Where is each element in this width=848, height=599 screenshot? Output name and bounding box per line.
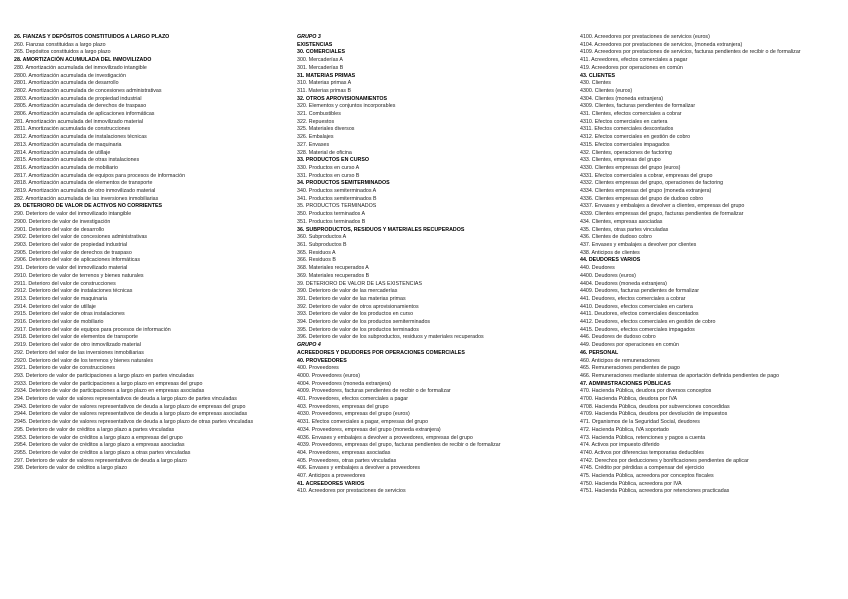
account-entry: 4745. Crédito por pérdidas a compensar del ejercicio [580, 465, 705, 472]
section-heading: 40. PROVEEDORES [297, 357, 347, 364]
account-entry: 4034. Proveedores, empresas del grupo (moneda extranjera) [297, 426, 441, 433]
account-entry: 395. Deterioro de valor de los productos terminados [297, 326, 419, 333]
account-entry: 298. Deterioro de valor de créditos a largo plazo [14, 465, 128, 472]
account-entry: 281. Amortización acumulada del inmovilizado material [14, 118, 143, 125]
account-entry: 35. PRODUCTOS TERMINADOS [297, 203, 377, 210]
section-heading: EXISTENCIAS [297, 41, 333, 48]
account-entry: 474. Activos por impuesto diferido [580, 442, 660, 449]
account-entry: 4330. Clientes empresas del grupo (euros) [580, 164, 681, 171]
section-heading: 47. ADMINISTRACIONES PÚBLICAS [580, 380, 671, 387]
account-entry: 433. Clientes, empresas del grupo [580, 157, 661, 164]
account-entry: 4310. Efectos comerciales en cartera [580, 118, 668, 125]
account-entry: 4000. Proveedores (euros) [297, 372, 361, 379]
account-entry: 434. Clientes, empresas asociadas [580, 218, 663, 225]
account-entry: 475. Hacienda Pública, acreedora por conceptos fiscales [580, 473, 714, 480]
account-entry: 406. Envases y embalajes a devolver a proveedores [297, 465, 421, 472]
account-entry: 2801. Amortización acumulada de desarrollo [14, 80, 119, 87]
account-entry: 2953. Deterioro de valor de créditos a largo plazo a empresas del grupo [14, 434, 183, 441]
account-entry: 471. Organismos de la Seguridad Social, deudores [580, 419, 700, 426]
account-entry: 411. Acreedores, efectos comerciales a pagar [580, 57, 688, 64]
account-entry: 2910. Deterioro de valor de terrenos y bienes naturales [14, 272, 144, 279]
account-entry: 327. Envases [297, 141, 330, 148]
account-entry: 393. Deterioro de valor de los productos en curso [297, 311, 414, 318]
account-entry: 466. Remuneraciones mediante sistemas de aportación definida pendientes de pago [580, 372, 780, 379]
account-entry: 472. Hacienda Pública, IVA soportado [580, 426, 669, 433]
account-entry: 310. Materias primas A [297, 80, 352, 87]
account-entry: 2813. Amortización acumulada de maquinaria [14, 141, 122, 148]
account-entry: 4030. Proveedores, empresas del grupo (euros) [297, 411, 410, 418]
account-entry: 4009. Proveedores, facturas pendientes de recibir o de formalizar [297, 388, 451, 395]
account-entry: 436. Clientes de dudoso cobro [580, 234, 652, 241]
account-entry: 4031. Efectos comerciales a pagar, empresas del grupo [297, 419, 429, 426]
section-heading: 32. OTROS APROVISIONAMIENTOS [297, 95, 388, 102]
account-entry: 2802. Amortización acumulada de concesiones administrativas [14, 87, 162, 94]
account-entry: 2818. Amortización acumulada de elementos de transporte [14, 180, 153, 187]
account-entry: 350. Productos terminados A [297, 211, 366, 218]
section-heading: 36. SUBPRODUCTOS, RESIDUOS Y MATERIALES RECUPERADOS [297, 226, 465, 233]
account-entry: 410. Acreedores por prestaciones de servicios [297, 488, 406, 495]
account-entry: 341. Productos semiterminados B [297, 195, 377, 202]
account-entry: 4740. Activos por diferencias temporarias deducibles [580, 449, 704, 456]
account-entry: 431. Clientes, efectos comerciales a cobrar [580, 111, 682, 118]
account-entry: 2933. Deterioro de valor de participaciones a largo plazo en empresas del grupo [14, 380, 203, 387]
account-entry: 2816. Amortización acumulada de mobiliario [14, 164, 118, 171]
account-entry: 2906. Deterioro del valor de aplicaciones informáticas [14, 257, 141, 264]
section-heading: 29. DETERIORO DE VALOR DE ACTIVOS NO CORRIENTES [14, 203, 163, 210]
account-entry: 297. Deterioro de valor de valores representativos de deuda a largo plazo [14, 457, 187, 464]
account-entry: 4337. Envases y embalajes a devolver a clientes, empresas del grupo [580, 203, 745, 210]
account-entry: 280. Amortización acumulada del inmovilizado intangible [14, 64, 147, 71]
account-entry: 293. Deterioro de valor de participaciones a largo plazo en partes vinculadas [14, 372, 194, 379]
section-heading: 44. DEUDORES VARIOS [580, 257, 641, 264]
account-entry: 4410. Deudores, efectos comerciales en cartera [580, 303, 693, 310]
account-entry: 446. Deudores de dudoso cobro [580, 334, 656, 341]
account-entry: 300. Mercaderías A [297, 57, 343, 64]
account-entry: 291. Deterioro de valor del inmovilizado material [14, 265, 128, 272]
account-entry: 4404. Deudores (moneda extranjera) [580, 280, 667, 287]
account-entry: 4750. Hacienda Pública, acreedora por IVA [580, 480, 682, 487]
account-entry: 361. Subproductos B [297, 241, 347, 248]
account-entry: 470. Hacienda Pública, deudora por diversos conceptos [580, 388, 712, 395]
account-entry: 39. DETERIORO DE VALOR DE LAS EXISTENCIAS [297, 280, 423, 287]
account-entry: 331. Productos en curso B [297, 172, 360, 179]
account-entry: 405. Proveedores, otras partes vinculadas [297, 457, 397, 464]
account-entry: 260. Fianzas constituidas a largo plazo [14, 41, 106, 48]
account-entry: 391. Deterioro de valor de las materias primas [297, 295, 406, 302]
account-entry: 2903. Deterioro del valor de propiedad industrial [14, 241, 128, 248]
section-heading: 41. ACREEDORES VARIOS [297, 480, 365, 487]
account-entry: 400. Proveedores [297, 365, 339, 372]
account-entry: 2943. Deterioro de valor de valores representativos de deuda a largo plazo de empresas del grupo [14, 403, 246, 410]
account-entry: 4100. Acreedores por prestaciones de servicios (euros) [580, 34, 710, 40]
account-entry: 465. Remuneraciones pendientes de pago [580, 365, 680, 372]
account-entry: 4004. Proveedores (moneda extranjera) [297, 380, 391, 387]
account-entry: 2812. Amortización acumulada de instalaciones técnicas [14, 134, 147, 141]
column-middle [297, 34, 567, 496]
section-heading: 26. FIANZAS Y DEPÓSITOS CONSTITUIDOS A LARGO PLAZO [14, 34, 170, 40]
account-entry: 2901. Deterioro del valor de desarrollo [14, 226, 105, 233]
account-entry: 366. Residuos B [297, 257, 336, 264]
account-entry: 321. Combustibles [297, 111, 341, 118]
account-entry: 2915. Deterioro del valor de otras instalaciones [14, 311, 125, 318]
account-entry: 360. Subproductos A [297, 234, 347, 241]
account-entry: 438. Anticipos de clientes [580, 249, 640, 256]
account-entry: 4415. Deudores, efectos comerciales impagados [580, 326, 695, 333]
account-entry: 2920. Deterioro del valor de los terrenos y bienes naturales [14, 357, 153, 364]
account-entry: 4411. Deudores, efectos comerciales descontados [580, 311, 699, 318]
section-heading: GRUPO 4 [297, 342, 321, 349]
account-entry: 295. Deterioro de valor de créditos a largo plazo a partes vinculadas [14, 426, 175, 433]
account-entry: 4039. Proveedores, empresas del grupo, facturas pendientes de recibir o de formalizar [297, 442, 501, 449]
account-entry: 2911. Deterioro del valor de construcciones [14, 280, 116, 287]
section-heading: 28. AMORTIZACIÓN ACUMULADA DEL INMOVILIZADO [14, 57, 152, 64]
account-entry: 325. Materiales diversos [297, 126, 355, 133]
account-entry: 4400. Deudores (euros) [580, 272, 636, 279]
section-heading: 34. PRODUCTOS SEMITERMINADOS [297, 180, 390, 187]
section-heading: 33. PRODUCTOS EN CURSO [297, 157, 370, 164]
account-entry: 322. Repuestos [297, 118, 335, 125]
account-entry: 4742. Derechos por deducciones y bonificaciones pendientes de aplicar [580, 457, 749, 464]
account-entry: 2817. Amortización acumulada de equipos para procesos de información [14, 172, 186, 179]
account-entry: 4109. Acreedores por prestaciones de servicios, facturas pendientes de recibir o de formalizar [580, 49, 801, 56]
account-entry: 2917. Deterioro del valor de equipos para procesos de información [14, 326, 171, 333]
account-entry: 2811. Amortización acumulada de construcciones [14, 126, 131, 133]
account-entry: 403. Proveedores, empresas del grupo [297, 403, 389, 410]
account-entry: 2819. Amortización acumulada de otro inmovilizado material [14, 188, 156, 195]
account-entry: 4409. Deudores, facturas pendientes de formalizar [580, 288, 699, 295]
account-entry: 435. Clientes, otras partes vinculadas [580, 226, 669, 233]
account-entry: 4700. Hacienda Pública, deudora por IVA [580, 396, 678, 403]
account-entry: 294. Deterioro de valor de valores representativos de deuda a largo plazo de partes vinculadas [14, 396, 237, 403]
account-entry: 441. Deudores, efectos comerciales a cobrar [580, 295, 686, 302]
account-entry: 4331. Efectos comerciales a cobrar, empresas del grupo [580, 172, 713, 179]
section-heading: 46. PERSONAL [580, 349, 619, 356]
account-entry: 2806. Amortización acumulada de aplicaciones informáticas [14, 111, 155, 118]
section-heading: 30. COMERCIALES [297, 49, 345, 56]
account-entry: 2944. Deterioro de valor de valores representativos de deuda a largo plazo de empresas asociadas [14, 411, 248, 418]
account-entry: 4336. Clientes empresas del grupo de dudoso cobro [580, 195, 704, 202]
account-entry: 396. Deterioro de valor de los subproductos, residuos y materiales recuperados [297, 334, 484, 341]
account-entry: 4311. Efectos comerciales descontados [580, 126, 674, 133]
account-entry: 340. Productos semiterminados A [297, 188, 377, 195]
account-entry: 394. Deterioro de valor de los productos semiterminados [297, 319, 431, 326]
account-entry: 4312. Efectos comerciales en gestión de cobro [580, 134, 691, 141]
account-entry: 365. Residuos A [297, 249, 336, 256]
account-entry: 2803. Amortización acumulada de propiedad industrial [14, 95, 142, 102]
account-entry: 4334. Clientes empresas del grupo (moneda extranjera) [580, 188, 712, 195]
account-entry: 351. Productos terminados B [297, 218, 366, 225]
account-entry: 4036. Envases y embalajes a devolver a proveedores, empresas del grupo [297, 434, 473, 441]
account-entry: 2905. Deterioro del valor de derechos de traspaso [14, 249, 132, 256]
account-entry: 4309. Clientes, facturas pendientes de formalizar [580, 103, 696, 110]
section-heading: 43. CLIENTES [580, 72, 616, 79]
section-heading: GRUPO 3 [297, 34, 321, 40]
account-entry: 2805. Amortización acumulada de derechos de traspaso [14, 103, 147, 110]
account-entry: 404. Proveedores, empresas asociadas [297, 449, 391, 456]
account-entry: 330. Productos en curso A [297, 164, 360, 171]
account-entry: 4709. Hacienda Pública, deudora por devolución de impuestos [580, 411, 728, 418]
account-entry: 4315. Efectos comerciales impagados [580, 141, 670, 148]
account-entry: 265. Depósitos constituidos a largo plazo [14, 49, 111, 56]
account-entry: 2919. Deterioro del valor de otro inmovilizado material [14, 342, 141, 349]
account-entry: 290. Deterioro de valor del inmovilizado intangible [14, 211, 132, 218]
account-entry: 4104. Acreedores por prestaciones de servicios, (moneda extranjera) [580, 41, 743, 48]
account-entry: 473. Hacienda Pública, retenciones y pagos a cuenta [580, 434, 706, 441]
account-entry: 2815. Amortización acumulada de otras instalaciones [14, 157, 140, 164]
account-entry: 2945. Deterioro de valor de valores representativos de deuda a largo plazo de otras partes vinculadas [14, 419, 254, 426]
section-heading: 31. MATERIAS PRIMAS [297, 72, 356, 79]
account-entry: 419. Acreedores por operaciones en común [580, 64, 683, 71]
account-entry: 432. Clientes, operaciones de factoring [580, 149, 672, 156]
account-entry: 2921. Deterioro de valor de construcciones [14, 365, 115, 372]
account-entry: 407. Anticipos a proveedores [297, 473, 366, 480]
account-entry: 326. Embalajes [297, 134, 334, 141]
account-entry: 4332. Clientes empresas del grupo, operaciones de factoring [580, 180, 724, 187]
account-entry: 328. Material de oficina [297, 149, 352, 156]
account-entry: 4304. Clientes (moneda extranjera) [580, 95, 664, 102]
account-entry: 320. Elementos y conjuntos incorporables [297, 103, 396, 110]
account-entry: 2913. Deterioro del valor de maquinaria [14, 295, 108, 302]
account-entry: 2916. Deterioro del valor de mobiliario [14, 319, 104, 326]
account-entry: 292. Deterioro del valor de las inversiones inmobiliarias [14, 349, 144, 356]
account-entry: 2914. Deterioro del valor de utillaje [14, 303, 96, 310]
account-entry: 4300. Clientes (euros) [580, 87, 633, 94]
account-entry: 369. Materiales recuperados B [297, 272, 370, 279]
account-entry: 2954. Deterioro de valor de créditos a largo plazo a empresas asociadas [14, 442, 185, 449]
account-entry: 4708. Hacienda Pública, deudora por subvenciones concedidas [580, 403, 730, 410]
account-entry: 368. Materiales recuperados A [297, 265, 369, 272]
account-entry: 311. Materias primas B [297, 87, 352, 94]
account-entry: 2800. Amortización acumulada de investigación [14, 72, 126, 79]
column-right [580, 34, 835, 496]
account-entry: 282. Amortización acumulada de las inversiones inmobiliarias [14, 195, 159, 202]
account-entry: 2900. Deterioro de valor de investigación [14, 218, 111, 225]
column-left [14, 34, 284, 473]
account-entry: 440. Deudores [580, 265, 615, 272]
section-heading: ACREEDORES Y DEUDORES POR OPERACIONES COMERCIALES [297, 349, 465, 356]
account-entry: 2934. Deterioro de valor de participaciones a largo plazo en empresas asociadas [14, 388, 205, 395]
account-entry: 301. Mercaderías B [297, 64, 344, 71]
account-entry: 392. Deterioro de valor de otros aprovisionamientos [297, 303, 419, 310]
account-entry: 449. Deudores por operaciones en común [580, 342, 679, 349]
account-entry: 390. Deterioro de valor de las mercaderías [297, 288, 398, 295]
account-entry: 437. Envases y embalajes a devolver por clientes [580, 241, 697, 248]
account-entry: 2918. Deterioro del valor de elementos de transporte [14, 334, 138, 341]
account-entry: 460. Anticipos de remuneraciones [580, 357, 660, 364]
account-entry: 430. Clientes [580, 80, 611, 87]
account-entry: 2814. Amortización acumulada de utillaje [14, 149, 111, 156]
account-entry: 2955. Deterioro de valor de créditos a largo plazo a otras partes vinculadas [14, 449, 191, 456]
account-entry: 2902. Deterioro del valor de concesiones administrativas [14, 234, 148, 241]
account-entry: 4751. Hacienda Pública, acreedora por retenciones practicadas [580, 488, 730, 495]
account-entry: 4412. Deudores, efectos comerciales en gestión de cobro [580, 319, 716, 326]
account-entry: 401. Proveedores, efectos comerciales a pagar [297, 396, 409, 403]
account-entry: 2912. Deterioro del valor de instalaciones técnicas [14, 288, 133, 295]
account-entry: 4339. Clientes empresas del grupo, facturas pendientes de formalizar [580, 211, 744, 218]
